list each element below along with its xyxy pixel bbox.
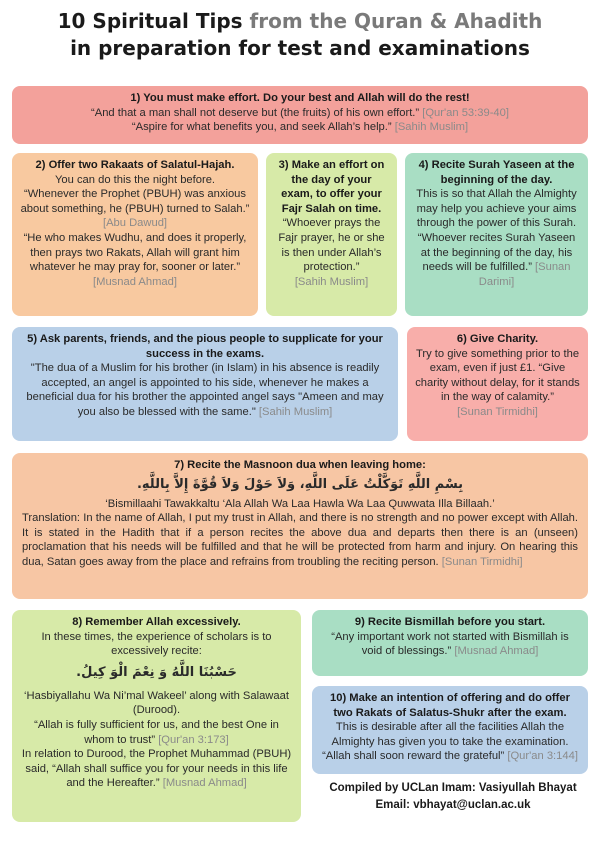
tip3-card	[266, 153, 397, 316]
tip1-quote1: “And that a man shall not deserve but (the fruits) of his own effort.”	[91, 106, 420, 119]
tip1-quote2: “Aspire for what benefits you, and seek Allah’s help.”	[131, 121, 392, 134]
tip6-source1: [Sunan Tirmidhi]	[457, 405, 538, 418]
tip3-source1: [Sahih Muslim]	[294, 275, 369, 288]
tip2-source2: [Musnad Ahmad]	[93, 275, 177, 288]
tip5-heading: 5) Ask parents, friends, and the pious people to supplicate for your success in the exams.	[27, 333, 383, 360]
tip2-text3: “He who makes Wudhu, and does it properly, then prays two Rakats, Allah will grant him whatever he may pray for, sooner or later.”	[23, 231, 247, 274]
tip4-heading: 4) Recite Surah Yaseen at the beginning of the day.	[418, 159, 575, 186]
tip5-source1: [Sahih Muslim]	[258, 405, 333, 418]
title-part1: 10 Spiritual Tips	[57, 9, 243, 33]
tip8-arabic: حَسْبُنَا اللَّهُ وَ نِعْمَ الْوَ كِيلُ.	[76, 664, 237, 680]
contact-email: Email: vbhayat@uclan.ac.uk	[375, 799, 531, 811]
tip6-text1: Try to give something prior to the exam, even if just £1. “Give charity without delay, for it stands in the way of calamity.”	[415, 347, 580, 404]
tip1-card	[12, 86, 588, 144]
tip2-text2: “Whenever the Prophet (PBUH) was anxious about something, he (PBUH) turned to Salah.”	[20, 188, 250, 215]
tip1-source1: [Qur'an 53:39-40]	[422, 106, 509, 119]
tip5-text1: "The dua of a Muslim for his brother (in Islam) in his absence is readily accepted, an angel is appointed to his side, whenever he makes a beneficial dua for his brother the appointed angel says "Ameen and may you also be blessed with the same."	[26, 362, 384, 418]
tip4-card	[405, 153, 588, 316]
page-title	[0, 8, 600, 62]
tip2-text1: You can do this the night before.	[54, 173, 216, 186]
tip8-text3: “Allah is fully sufficient for us, and the best One in whom to trust”	[34, 718, 279, 746]
tip2-card	[12, 153, 258, 316]
tip7-transliteration: ‘Bismillaahi Tawakkaltu ‘Ala Allah Wa Laa Hawla Wa Laa Quwwata Illa Billaah.’	[105, 497, 495, 510]
tip7-card	[12, 453, 588, 599]
tip10-source1: [Qur'an 3:144]	[507, 750, 578, 763]
compiled-by: Compiled by UCLan Imam: Vasiyullah Bhayat	[329, 782, 577, 794]
tip8-text4: In relation to Durood, the Prophet Muhammad (PBUH) said, “Allah shall suffice you for your needs in this life and the Hereafter.”	[21, 748, 292, 790]
compiled-by-footer	[313, 780, 593, 814]
tip10-text1: This is desirable after all the facilities Allah the Almighty has given you to take the examination. “Allah shall soon reward the grateful”	[322, 721, 569, 763]
tip8-source2: [Musnad Ahmad]	[162, 777, 247, 790]
tip8-heading: 8) Remember Allah excessively.	[72, 616, 241, 628]
tip2-source1: [Abu Dawud]	[102, 217, 168, 230]
tip9-text1: “Any important work not started with Bismillah is void of blessings.”	[331, 630, 569, 658]
tip6-card	[407, 327, 588, 441]
tip6-heading: 6) Give Charity.	[456, 333, 539, 345]
tip10-heading: 10) Make an intention of offering and do offer two Rakats of Salatus-Shukr after the exam.	[330, 692, 570, 719]
tip7-arabic-dua: بِسْمِ اللَّهِ تَوَكَّلْتُ عَلَى اللَّهِ، وَلاَ حَوْلَ وَلاَ قُوَّةَ إِلاَّ بِاللَّهِ.	[136, 476, 464, 492]
tip5-card	[12, 327, 398, 441]
title-line2: in preparation for test and examinations	[70, 36, 530, 60]
tip9-card	[312, 610, 588, 676]
tip8-source1: [Qur'an 3:173]	[158, 733, 229, 746]
tip4-source1: [Sunan Darimi]	[478, 261, 571, 288]
tip1-heading: 1) You must make effort. Do your best and Allah will do the rest!	[130, 92, 470, 104]
tip8-text1: In these times, the experience of scholars is to excessively recite:	[41, 630, 272, 658]
tip2-heading: 2) Offer two Rakaats of Salatul-Hajah.	[35, 159, 235, 171]
tip3-text1: “Whoever prays the Fajr prayer, he or she is then under Allah’s protection.”	[278, 217, 385, 274]
tip7-translation: Translation: In the name of Allah, I put my trust in Allah, and there is no strength and no power except with Allah. It is stated in the Hadith that if a person recites the above dua and departs then there is an (unseen) proclamation that his needs will be fulfilled and that he will be protected from harm and injury. On hearing this dua, Satan goes away from the place and refrains from troubling the reciting person.	[22, 512, 578, 568]
tip8-text2: ‘Hasbiyallahu Wa Ni’mal Wakeel’ along with Salawaat (Durood).	[24, 689, 289, 717]
tip7-source1: [Sunan Tirmidhi]	[441, 555, 523, 568]
tip9-heading: 9) Recite Bismillah before you start.	[354, 616, 546, 628]
tip4-text1: This is so that Allah the Almighty may help you achieve your aims through the power of this Surah. “Whoever recites Surah Yaseen at the beginning of the day, his needs will be fulfilled.”	[416, 188, 577, 274]
tip1-source2: [Sahih Muslim]	[394, 121, 469, 134]
tip8-card	[12, 610, 301, 822]
tip7-heading: 7) Recite the Masnoon dua when leaving home:	[174, 459, 426, 471]
tip3-heading: 3) Make an effort on the day of your exam, to offer your Fajr Salah on time.	[278, 159, 385, 215]
tip10-card	[312, 686, 588, 774]
tip9-source1: [Musnad Ahmad]	[454, 645, 539, 658]
title-part2: from the Quran & Ahadith	[249, 9, 543, 33]
